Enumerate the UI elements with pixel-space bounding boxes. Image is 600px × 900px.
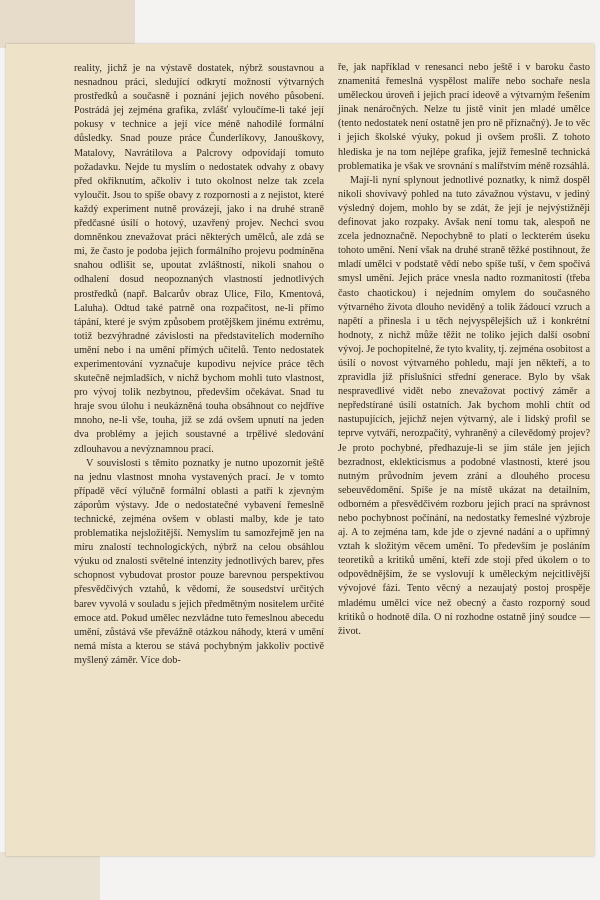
- tape-strip-bottom: [0, 852, 100, 900]
- right-column: [338, 61, 590, 639]
- right-paragraph-2: Mají-li nyní splynout jednotlivé poznatky, k nimž dospěl nikoli shovívavý pohled na tuto závažnou výstavu, v jediný výsledný dojem, mohlo by se zdát, že její je nejvýstižněji definovat jako rozpaky. Avšak není tomu tak, alespoň ne zcela jednoznačně. Nepochybně to platí o leckterém úseku tohoto umění. Není však na druhé straně těžké postihnout, že mladí umělci v podstatě vědí nebo spíše tuší, v čem spočívá smysl umění. Jejich práce vnesla nadto rozmanitostí (třeba často chaotickou) i nejedním omylem do současného výtvarného života dlouho neviděný a tolik žádoucí vzruch a napětí a přinesla i u těch nejvyspělejších už i konkrétní hodnoty, z nichž může těžit ne toliko jejich další osobní vývoj. Je pochopitelné, že tyto kvality, tj. zejména osobitost a úsilí o novost výtvarného pohledu, mají jen někteří, a to zpravidla již příslušníci střední generace. Bylo by však nespravedlivé vidět nebo znevažovat poctivý záměr a nepředstírané úsilí ostatních. Jak bychom mohli chtít od nastupujících, jejichž nejen výtvarný, ale i lidský profil se teprve vytváří, nerozpačitý, vyhraněný a cílevědomý projev? Je proto pochybné, předhazuje-li se jim stále jen jejich bezradnost, eklekticismus a podobné vlastnosti, které jsou nutným průvodním jevem zrání a dlouhého procesu sebeuvědomění. Spíše je na místě ukázat na detailním, odborném a přesvědčivém rozboru jejich prací na správnost nebo pochybnost počínání, na nedostatky řemeslné výzbroje aj. A to zejména tam, kde jde o zjevné nadání a o upřímný vztah k složitým věcem umění. To především je posláním teoretiků a kritiků umění, kteří zde stojí před úkolem o to odpovědnějším, že se vyslovují k uměleckým nejcitlivější vývojové fázi. Tento věcný a nezaujatý postoj prospěje mladému umělci více než obecný a často rozporný soud kritiků o hodnotě díla. O ní rozhodne ostatně jiný soudce — život.: [338, 174, 590, 637]
- left-paragraph-2: V souvislosti s těmito poznatky je nutno upozornit ještě na jednu vlastnost mnoha vystavených prací. Je v tomto případě věcí výlučně formální oblasti a patří k zjevným záporům výstavy. Jde o nedostatečné vybavení řemeslně technické, zejména ovšem v oblasti malby, kde je tato problematika nejsložitější. Nemyslím tu samozřejmě jen na míru znalostí technologických, nýbrž na celou obsáhlou výuku od znalosti světelné intenzity jednotlivých barev, přes schopnost vybudovat prostor pouze barevnou perspektivou přesvědčivých vztahů, k vědomí, že sousedství určitých barev vyvolá v souladu s jejich předmětným nositelem určité emoce atd. Pokud umělec nezvládne tuto řemeslnou abecedu umění, zůstává vše převážně otázkou náhody, která v umění nemá místa a kterou se stává pochybným jakkoliv poctivě myšlený záměr. Více dob-: [74, 457, 324, 666]
- tape-strip-top: [0, 0, 135, 48]
- newspaper-clipping: [6, 44, 594, 856]
- left-paragraph-1: reality, jichž je na výstavě dostatek, nýbrž soustavnou a nesnadnou práci, sledující odkrytí možností výtvarných prostředků a současně i poznání jejich nového působení. Postrádá jej zejména grafika, zvlášť vyloučíme-li také její pokusy v technice a její více méně nahodilé formální důsledky. Snad pouze práce Čunderlíkovy, Janouškovy, Matalovy, Navrátilova a Palcrovy odpovídají tomuto požadavku. Nejde tu myslím o nedostatek odvahy z obavy před okřiknutím, ačkoliv i tuto okolnost nelze tak zcela vyloučit. Jsou to spíše obavy z rozpornosti a z nejistot, které každý experiment nutně provázejí, jako i na druhé straně předčasné úsilí o hotový, uzavřený projev. Nechci svou domněnkou znevažovat práci některých umělců, ale zdá se mi, že často je podoba jejich formálního projevu podmíněna snahou odlišit se, upoutat zvláštností, nikoli snahou o odhalení dosud neopoznaných vlastností jednotlivých prostředků (např. Balcarův obraz Ulice, Filo, Kmentová, Laluha). Odtud také patrně ona rozpačitost, ne-li přímo tápání, které je svým způsobem protějškem jinému extrému, totiž bezvýhradné závislosti na představitelích moderního umění nebo i na umění přímých učitelů. Tento nedostatek experimentování vyznačuje kupodivu nejvíce práce těch skutečně nejmladších, v nichž bychom mohli tuto vlastnost, pro vývoj tolik nezbytnou, především očekávat. Snad tu hraje svou úlohu i neukázněná touha obsáhnout co nejdříve mnoho, ne-li vše, touha, jíž se zdá ovšem upnutí na jeden dva problémy a jejich soustavné a trpělivé sledování zdlouhavou a nevýznamnou prací.: [74, 63, 324, 455]
- left-column: [74, 62, 324, 668]
- right-paragraph-1: ře, jak například v renesanci nebo ještě i v baroku často znamenitá řemeslná vyspělost malíře nebo sochaře nesla uměleckou úroveň i jejich prací ideově a výtvarným řešením jinak nenáročných. Nelze tu jistě vinit jen mladé umělce (tento nedostatek není ostatně jen pro ně příznačný). Je to věc i jejich školské výuky, pokud ji ovšem prošli. Z tohoto hlediska je na tom nejlépe grafika, jejíž řemeslně technická problematika je však ve srovnání s malířstvím méně rozsáhlá.: [338, 62, 590, 172]
